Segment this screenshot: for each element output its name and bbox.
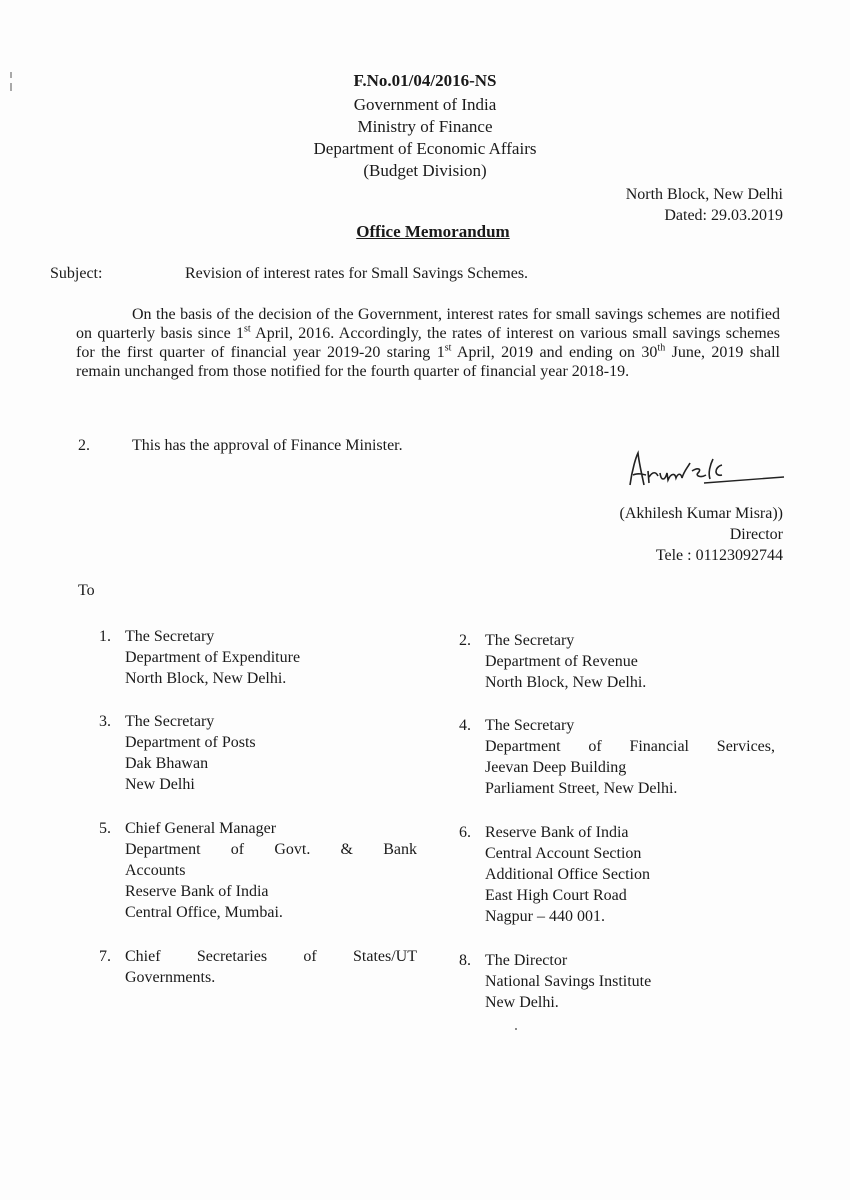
header-department: Department of Economic Affairs (313, 139, 537, 158)
file-number: F.No.01/04/2016-NS (353, 71, 497, 90)
signatory-name: (Akhilesh Kumar Misra)) (619, 505, 783, 522)
signatory-tele: Tele : 01123092744 (655, 547, 783, 564)
header-division: (Budget Division) (363, 161, 487, 180)
scan-speck (515, 1028, 517, 1030)
paragraph-2-text: This has the approval of Finance Minister. (132, 437, 403, 454)
addressee-6: 6. Reserve Bank of India Central Account Section Additional Office Section East High Court Road Nagpur – 440 001. (459, 824, 650, 925)
addressee-4: 4. The Secretary Department of Financial Services, Jeevan Deep Building Parliament Street, New Delhi. (459, 717, 775, 797)
header-government: Government of India (353, 95, 497, 114)
signatory-block (619, 503, 783, 566)
paragraph-1: On the basis of the decision of the Government, interest rates for small savings schemes are notified on quarterly basis since 1st April, 2016. Accordingly, the rates of interest on various small savings schemes for the first quarter of financial year 2019-20 staring 1st April, 2019 and ending on 30th June, 2019 shall remain unchanged from those notified for the fourth quarter of financial year 2018-19. (76, 306, 780, 380)
subject-text: Revision of interest rates for Small Savings Schemes. (185, 265, 529, 282)
addressee-7: 7. Chief Secretaries of States/UT Governments. (99, 948, 417, 986)
paragraph-2-number: 2. (78, 437, 90, 454)
to-label: To (78, 582, 95, 599)
addressee-2: 2. The Secretary Department of Revenue North Block, New Delhi. (459, 632, 647, 691)
place-line: North Block, New Delhi (625, 186, 783, 203)
dated-line: Dated: 29.03.2019 (664, 207, 783, 224)
addressee-1: 1. The Secretary Department of Expenditure North Block, New Delhi. (99, 628, 301, 687)
signatory-title: Director (729, 526, 783, 543)
memo-title: Office Memorandum (356, 222, 510, 241)
signature (618, 445, 788, 500)
subject-label: Subject: (50, 265, 103, 282)
addressee-8: 8. The Director National Savings Institute New Delhi. (459, 952, 652, 1011)
addressee-5: 5. Chief General Manager Department of Govt. & Bank Accounts Reserve Bank of India Central Office, Mumbai. (99, 820, 417, 921)
header-ministry: Ministry of Finance (357, 117, 493, 136)
addressee-3: 3. The Secretary Department of Posts Dak Bhawan New Delhi (99, 713, 256, 793)
